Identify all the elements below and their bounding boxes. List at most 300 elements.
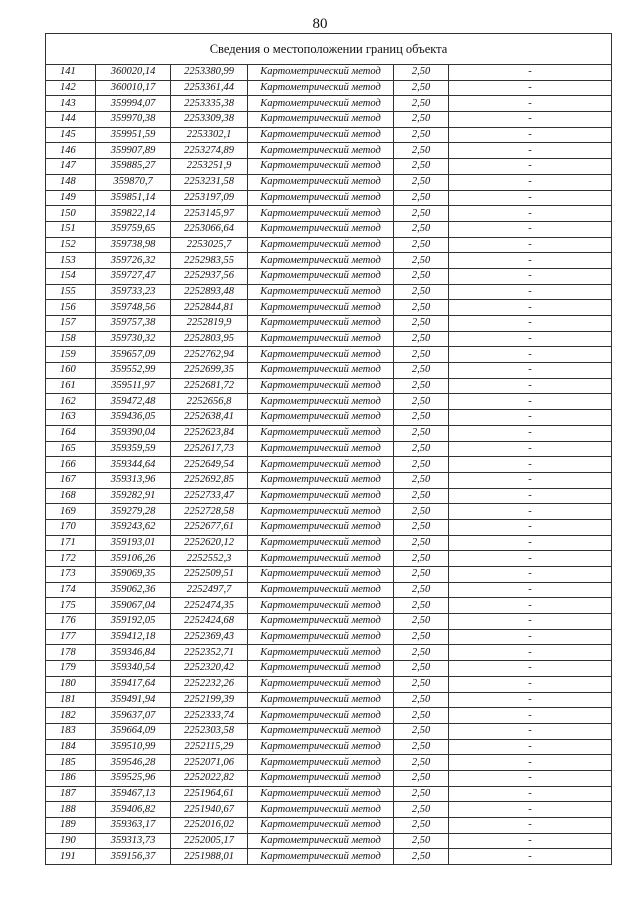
table-row xyxy=(46,567,612,583)
accuracy-cell: 2,50 xyxy=(394,723,449,739)
table-row xyxy=(46,708,612,724)
description-cell: - xyxy=(449,645,612,661)
coordinate-x-cell: 359069,35 xyxy=(96,567,171,583)
description-cell: - xyxy=(449,425,612,441)
point-number-cell: 170 xyxy=(46,519,96,535)
table-row xyxy=(46,96,612,112)
table-row xyxy=(46,582,612,598)
description-cell: - xyxy=(449,802,612,818)
description-cell: - xyxy=(449,582,612,598)
table-row xyxy=(46,221,612,237)
coordinate-x-cell: 359657,09 xyxy=(96,347,171,363)
accuracy-cell: 2,50 xyxy=(394,504,449,520)
coordinate-y-cell: 2253145,97 xyxy=(171,206,248,222)
coordinate-x-cell: 359822,14 xyxy=(96,206,171,222)
accuracy-cell: 2,50 xyxy=(394,237,449,253)
method-cell: Картометрический метод xyxy=(248,96,394,112)
point-number-cell: 188 xyxy=(46,802,96,818)
coordinate-x-cell: 359738,98 xyxy=(96,237,171,253)
accuracy-cell: 2,50 xyxy=(394,253,449,269)
point-number-cell: 185 xyxy=(46,755,96,771)
coordinate-y-cell: 2253361,44 xyxy=(171,80,248,96)
coordinate-x-cell: 359279,28 xyxy=(96,504,171,520)
coordinate-y-cell: 2253309,38 xyxy=(171,112,248,128)
accuracy-cell: 2,50 xyxy=(394,425,449,441)
point-number-cell: 184 xyxy=(46,739,96,755)
method-cell: Картометрический метод xyxy=(248,457,394,473)
method-cell: Картометрический метод xyxy=(248,221,394,237)
description-cell: - xyxy=(449,190,612,206)
point-number-cell: 166 xyxy=(46,457,96,473)
point-number-cell: 154 xyxy=(46,268,96,284)
accuracy-cell: 2,50 xyxy=(394,410,449,426)
accuracy-cell: 2,50 xyxy=(394,598,449,614)
accuracy-cell: 2,50 xyxy=(394,378,449,394)
point-number-cell: 168 xyxy=(46,488,96,504)
point-number-cell: 155 xyxy=(46,284,96,300)
description-cell: - xyxy=(449,410,612,426)
coordinate-y-cell: 2252803,95 xyxy=(171,331,248,347)
coordinate-y-cell: 2252733,47 xyxy=(171,488,248,504)
method-cell: Картометрический метод xyxy=(248,363,394,379)
method-cell: Картометрический метод xyxy=(248,174,394,190)
accuracy-cell: 2,50 xyxy=(394,206,449,222)
table-row xyxy=(46,65,612,81)
coordinate-y-cell: 2252352,71 xyxy=(171,645,248,661)
accuracy-cell: 2,50 xyxy=(394,159,449,175)
method-cell: Картометрический метод xyxy=(248,378,394,394)
point-number-cell: 142 xyxy=(46,80,96,96)
method-cell: Картометрический метод xyxy=(248,237,394,253)
coordinate-y-cell: 2252699,35 xyxy=(171,363,248,379)
accuracy-cell: 2,50 xyxy=(394,582,449,598)
coordinate-y-cell: 2253025,7 xyxy=(171,237,248,253)
description-cell: - xyxy=(449,519,612,535)
coordinate-x-cell: 359436,05 xyxy=(96,410,171,426)
coordinate-x-cell: 359417,64 xyxy=(96,676,171,692)
point-number-cell: 148 xyxy=(46,174,96,190)
coordinate-y-cell: 2252115,29 xyxy=(171,739,248,755)
description-cell: - xyxy=(449,80,612,96)
description-cell: - xyxy=(449,206,612,222)
coordinate-x-cell: 359156,37 xyxy=(96,849,171,865)
coordinate-x-cell: 359359,59 xyxy=(96,441,171,457)
point-number-cell: 156 xyxy=(46,300,96,316)
point-number-cell: 146 xyxy=(46,143,96,159)
coordinate-y-cell: 2252620,12 xyxy=(171,535,248,551)
point-number-cell: 164 xyxy=(46,425,96,441)
description-cell: - xyxy=(449,629,612,645)
accuracy-cell: 2,50 xyxy=(394,676,449,692)
point-number-cell: 153 xyxy=(46,253,96,269)
method-cell: Картометрический метод xyxy=(248,441,394,457)
description-cell: - xyxy=(449,472,612,488)
method-cell: Картометрический метод xyxy=(248,818,394,834)
coordinate-y-cell: 2253302,1 xyxy=(171,127,248,143)
method-cell: Картометрический метод xyxy=(248,551,394,567)
table-row xyxy=(46,363,612,379)
method-cell: Картометрический метод xyxy=(248,582,394,598)
coordinate-y-cell: 2251964,61 xyxy=(171,786,248,802)
table-row xyxy=(46,551,612,567)
table-row xyxy=(46,661,612,677)
coordinate-x-cell: 359907,89 xyxy=(96,143,171,159)
table-row xyxy=(46,629,612,645)
accuracy-cell: 2,50 xyxy=(394,221,449,237)
table-row xyxy=(46,504,612,520)
coordinate-y-cell: 2252728,58 xyxy=(171,504,248,520)
coordinate-x-cell: 359106,26 xyxy=(96,551,171,567)
point-number-cell: 171 xyxy=(46,535,96,551)
table-row xyxy=(46,535,612,551)
point-number-cell: 187 xyxy=(46,786,96,802)
page-number: 80 xyxy=(312,16,328,32)
coordinate-x-cell: 359406,82 xyxy=(96,802,171,818)
accuracy-cell: 2,50 xyxy=(394,551,449,567)
accuracy-cell: 2,50 xyxy=(394,567,449,583)
description-cell: - xyxy=(449,708,612,724)
coordinate-y-cell: 2252819,9 xyxy=(171,316,248,332)
accuracy-cell: 2,50 xyxy=(394,802,449,818)
method-cell: Картометрический метод xyxy=(248,676,394,692)
description-cell: - xyxy=(449,504,612,520)
coordinate-x-cell: 359951,59 xyxy=(96,127,171,143)
point-number-cell: 165 xyxy=(46,441,96,457)
coordinate-y-cell: 2252623,84 xyxy=(171,425,248,441)
coordinate-y-cell: 2252983,55 xyxy=(171,253,248,269)
accuracy-cell: 2,50 xyxy=(394,739,449,755)
method-cell: Картометрический метод xyxy=(248,488,394,504)
accuracy-cell: 2,50 xyxy=(394,833,449,849)
point-number-cell: 150 xyxy=(46,206,96,222)
coordinate-x-cell: 359346,84 xyxy=(96,645,171,661)
coordinate-x-cell: 359340,54 xyxy=(96,661,171,677)
coordinate-y-cell: 2252022,82 xyxy=(171,770,248,786)
coordinate-x-cell: 359511,97 xyxy=(96,378,171,394)
description-cell: - xyxy=(449,551,612,567)
accuracy-cell: 2,50 xyxy=(394,692,449,708)
coordinate-y-cell: 2252692,85 xyxy=(171,472,248,488)
point-number-cell: 141 xyxy=(46,65,96,81)
coordinate-y-cell: 2252656,8 xyxy=(171,394,248,410)
accuracy-cell: 2,50 xyxy=(394,786,449,802)
accuracy-cell: 2,50 xyxy=(394,472,449,488)
description-cell: - xyxy=(449,237,612,253)
description-cell: - xyxy=(449,723,612,739)
method-cell: Картометрический метод xyxy=(248,80,394,96)
description-cell: - xyxy=(449,755,612,771)
coordinate-y-cell: 2253066,64 xyxy=(171,221,248,237)
method-cell: Картометрический метод xyxy=(248,567,394,583)
point-number-cell: 169 xyxy=(46,504,96,520)
coordinate-y-cell: 2251988,01 xyxy=(171,849,248,865)
coordinate-y-cell: 2252199,39 xyxy=(171,692,248,708)
method-cell: Картометрический метод xyxy=(248,127,394,143)
accuracy-cell: 2,50 xyxy=(394,629,449,645)
description-cell: - xyxy=(449,268,612,284)
accuracy-cell: 2,50 xyxy=(394,645,449,661)
accuracy-cell: 2,50 xyxy=(394,300,449,316)
point-number-cell: 163 xyxy=(46,410,96,426)
description-cell: - xyxy=(449,127,612,143)
description-cell: - xyxy=(449,661,612,677)
description-cell: - xyxy=(449,378,612,394)
description-cell: - xyxy=(449,833,612,849)
point-number-cell: 183 xyxy=(46,723,96,739)
table-row xyxy=(46,378,612,394)
coordinate-y-cell: 2253251,9 xyxy=(171,159,248,175)
accuracy-cell: 2,50 xyxy=(394,849,449,865)
method-cell: Картометрический метод xyxy=(248,708,394,724)
coordinate-x-cell: 359192,05 xyxy=(96,614,171,630)
method-cell: Картометрический метод xyxy=(248,143,394,159)
method-cell: Картометрический метод xyxy=(248,755,394,771)
description-cell: - xyxy=(449,786,612,802)
table-row xyxy=(46,755,612,771)
point-number-cell: 176 xyxy=(46,614,96,630)
table-row xyxy=(46,112,612,128)
coordinate-x-cell: 359282,91 xyxy=(96,488,171,504)
coordinate-x-cell: 359472,48 xyxy=(96,394,171,410)
table-row xyxy=(46,347,612,363)
method-cell: Картометрический метод xyxy=(248,849,394,865)
point-number-cell: 172 xyxy=(46,551,96,567)
table-row xyxy=(46,723,612,739)
table-header xyxy=(46,34,612,65)
coordinate-x-cell: 359525,96 xyxy=(96,770,171,786)
description-cell: - xyxy=(449,676,612,692)
coordinate-y-cell: 2252424,68 xyxy=(171,614,248,630)
coordinate-y-cell: 2252369,43 xyxy=(171,629,248,645)
method-cell: Картометрический метод xyxy=(248,268,394,284)
method-cell: Картометрический метод xyxy=(248,692,394,708)
point-number-cell: 159 xyxy=(46,347,96,363)
table-row xyxy=(46,425,612,441)
table-row xyxy=(46,802,612,818)
coordinate-x-cell: 359970,38 xyxy=(96,112,171,128)
coordinate-x-cell: 359067,04 xyxy=(96,598,171,614)
table-row xyxy=(46,190,612,206)
coordinate-x-cell: 359510,99 xyxy=(96,739,171,755)
point-number-cell: 147 xyxy=(46,159,96,175)
accuracy-cell: 2,50 xyxy=(394,363,449,379)
boundary-coordinates-table xyxy=(45,33,612,865)
accuracy-cell: 2,50 xyxy=(394,284,449,300)
description-cell: - xyxy=(449,174,612,190)
coordinate-x-cell: 359851,14 xyxy=(96,190,171,206)
coordinate-x-cell: 359730,32 xyxy=(96,331,171,347)
coordinate-y-cell: 2252681,72 xyxy=(171,378,248,394)
method-cell: Картометрический метод xyxy=(248,112,394,128)
coordinate-x-cell: 359994,07 xyxy=(96,96,171,112)
description-cell: - xyxy=(449,159,612,175)
coordinate-y-cell: 2252649,54 xyxy=(171,457,248,473)
table-row xyxy=(46,739,612,755)
method-cell: Картометрический метод xyxy=(248,394,394,410)
point-number-cell: 180 xyxy=(46,676,96,692)
coordinate-x-cell: 359243,62 xyxy=(96,519,171,535)
point-number-cell: 173 xyxy=(46,567,96,583)
table-row xyxy=(46,394,612,410)
accuracy-cell: 2,50 xyxy=(394,316,449,332)
coordinate-y-cell: 2253380,99 xyxy=(171,65,248,81)
method-cell: Картометрический метод xyxy=(248,347,394,363)
method-cell: Картометрический метод xyxy=(248,425,394,441)
table-row xyxy=(46,833,612,849)
accuracy-cell: 2,50 xyxy=(394,268,449,284)
description-cell: - xyxy=(449,394,612,410)
point-number-cell: 177 xyxy=(46,629,96,645)
method-cell: Картометрический метод xyxy=(248,410,394,426)
method-cell: Картометрический метод xyxy=(248,739,394,755)
coordinate-x-cell: 360010,17 xyxy=(96,80,171,96)
method-cell: Картометрический метод xyxy=(248,770,394,786)
table-row xyxy=(46,598,612,614)
description-cell: - xyxy=(449,818,612,834)
coordinate-x-cell: 359313,96 xyxy=(96,472,171,488)
accuracy-cell: 2,50 xyxy=(394,519,449,535)
point-number-cell: 178 xyxy=(46,645,96,661)
description-cell: - xyxy=(449,96,612,112)
method-cell: Картометрический метод xyxy=(248,253,394,269)
method-cell: Картометрический метод xyxy=(248,723,394,739)
table-row xyxy=(46,770,612,786)
coordinate-y-cell: 2251940,67 xyxy=(171,802,248,818)
coordinate-x-cell: 359664,09 xyxy=(96,723,171,739)
coordinate-y-cell: 2252071,06 xyxy=(171,755,248,771)
table-row xyxy=(46,300,612,316)
description-cell: - xyxy=(449,567,612,583)
coordinate-x-cell: 359757,38 xyxy=(96,316,171,332)
table-row xyxy=(46,692,612,708)
point-number-cell: 145 xyxy=(46,127,96,143)
method-cell: Картометрический метод xyxy=(248,159,394,175)
accuracy-cell: 2,50 xyxy=(394,755,449,771)
point-number-cell: 157 xyxy=(46,316,96,332)
description-cell: - xyxy=(449,347,612,363)
accuracy-cell: 2,50 xyxy=(394,190,449,206)
table-row xyxy=(46,127,612,143)
accuracy-cell: 2,50 xyxy=(394,347,449,363)
coordinate-y-cell: 2252232,26 xyxy=(171,676,248,692)
point-number-cell: 189 xyxy=(46,818,96,834)
point-number-cell: 160 xyxy=(46,363,96,379)
point-number-cell: 143 xyxy=(46,96,96,112)
coordinate-y-cell: 2252617,73 xyxy=(171,441,248,457)
section-title: Сведения о местоположении границ объекта xyxy=(46,34,612,65)
coordinate-x-cell: 359726,32 xyxy=(96,253,171,269)
accuracy-cell: 2,50 xyxy=(394,174,449,190)
accuracy-cell: 2,50 xyxy=(394,143,449,159)
accuracy-cell: 2,50 xyxy=(394,770,449,786)
accuracy-cell: 2,50 xyxy=(394,441,449,457)
coordinate-x-cell: 359313,73 xyxy=(96,833,171,849)
accuracy-cell: 2,50 xyxy=(394,818,449,834)
table-row xyxy=(46,614,612,630)
point-number-cell: 175 xyxy=(46,598,96,614)
point-number-cell: 152 xyxy=(46,237,96,253)
coordinate-y-cell: 2252844,81 xyxy=(171,300,248,316)
table-row xyxy=(46,143,612,159)
accuracy-cell: 2,50 xyxy=(394,708,449,724)
accuracy-cell: 2,50 xyxy=(394,661,449,677)
accuracy-cell: 2,50 xyxy=(394,394,449,410)
table-row xyxy=(46,786,612,802)
coordinate-x-cell: 359344,64 xyxy=(96,457,171,473)
table-row xyxy=(46,174,612,190)
coordinate-y-cell: 2253335,38 xyxy=(171,96,248,112)
accuracy-cell: 2,50 xyxy=(394,96,449,112)
table-row xyxy=(46,331,612,347)
coordinate-x-cell: 359062,36 xyxy=(96,582,171,598)
description-cell: - xyxy=(449,284,612,300)
coordinate-y-cell: 2252552,3 xyxy=(171,551,248,567)
table-row xyxy=(46,159,612,175)
coordinate-y-cell: 2252303,58 xyxy=(171,723,248,739)
method-cell: Картометрический метод xyxy=(248,645,394,661)
accuracy-cell: 2,50 xyxy=(394,488,449,504)
method-cell: Картометрический метод xyxy=(248,535,394,551)
coordinate-x-cell: 359546,28 xyxy=(96,755,171,771)
coordinate-x-cell: 359491,94 xyxy=(96,692,171,708)
description-cell: - xyxy=(449,849,612,865)
description-cell: - xyxy=(449,598,612,614)
table-row xyxy=(46,457,612,473)
method-cell: Картометрический метод xyxy=(248,519,394,535)
coordinate-y-cell: 2253274,89 xyxy=(171,143,248,159)
accuracy-cell: 2,50 xyxy=(394,65,449,81)
coordinate-y-cell: 2252005,17 xyxy=(171,833,248,849)
coordinate-x-cell: 359363,17 xyxy=(96,818,171,834)
coordinate-x-cell: 359885,27 xyxy=(96,159,171,175)
table-row xyxy=(46,645,612,661)
accuracy-cell: 2,50 xyxy=(394,127,449,143)
method-cell: Картометрический метод xyxy=(248,472,394,488)
table-row xyxy=(46,519,612,535)
coordinate-x-cell: 359390,04 xyxy=(96,425,171,441)
method-cell: Картометрический метод xyxy=(248,614,394,630)
description-cell: - xyxy=(449,739,612,755)
point-number-cell: 191 xyxy=(46,849,96,865)
accuracy-cell: 2,50 xyxy=(394,80,449,96)
accuracy-cell: 2,50 xyxy=(394,457,449,473)
table-row xyxy=(46,849,612,865)
coordinate-x-cell: 359748,56 xyxy=(96,300,171,316)
table-row xyxy=(46,676,612,692)
description-cell: - xyxy=(449,770,612,786)
coordinate-y-cell: 2252762,94 xyxy=(171,347,248,363)
table-row xyxy=(46,410,612,426)
coordinate-x-cell: 359637,07 xyxy=(96,708,171,724)
accuracy-cell: 2,50 xyxy=(394,331,449,347)
table-row xyxy=(46,316,612,332)
method-cell: Картометрический метод xyxy=(248,802,394,818)
description-cell: - xyxy=(449,253,612,269)
method-cell: Картометрический метод xyxy=(248,661,394,677)
point-number-cell: 186 xyxy=(46,770,96,786)
accuracy-cell: 2,50 xyxy=(394,614,449,630)
coordinate-y-cell: 2252638,41 xyxy=(171,410,248,426)
coordinate-x-cell: 359552,99 xyxy=(96,363,171,379)
coordinate-y-cell: 2252333,74 xyxy=(171,708,248,724)
description-cell: - xyxy=(449,331,612,347)
table-row xyxy=(46,80,612,96)
point-number-cell: 151 xyxy=(46,221,96,237)
table-row xyxy=(46,206,612,222)
table-row xyxy=(46,237,612,253)
description-cell: - xyxy=(449,614,612,630)
table-row xyxy=(46,268,612,284)
